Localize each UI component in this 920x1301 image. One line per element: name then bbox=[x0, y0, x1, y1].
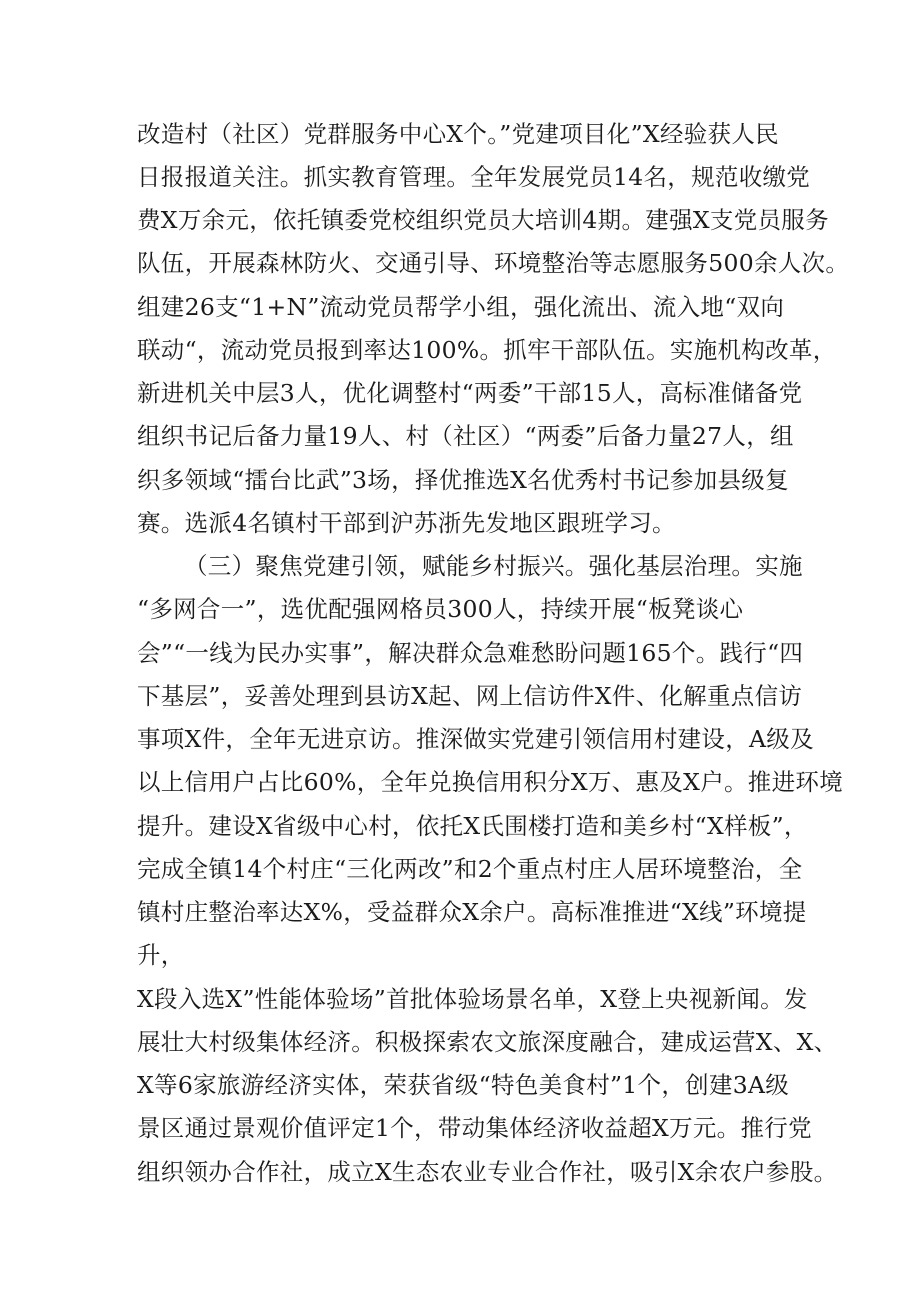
text-line: 升， bbox=[137, 941, 185, 969]
text-line: 组织书记后备力量19人、村（社区）“两委”后备力量27人，组 bbox=[137, 422, 794, 450]
text-line: “多网合一”，选优配强网格员300人，持续开展“板凳谈心 bbox=[137, 595, 744, 623]
text-line: 下基层”，妥善处理到县访X起、网上信访件X件、化解重点信访 bbox=[137, 682, 803, 710]
text-line: 展壮大村级集体经济。积极探索农文旅深度融合，建成运营X、X、 bbox=[137, 1028, 838, 1056]
text-line: 赛。选派4名镇村干部到沪苏浙先发地区跟班学习。 bbox=[137, 509, 676, 537]
text-line: 镇村庄整治率达X%，受益群众X余户。高标准推进“X线”环境提 bbox=[137, 898, 807, 926]
text-line: 事项X件，全年无进京访。推深做实党建引领信用村建设，A级及 bbox=[137, 725, 814, 753]
text-line: 改造村（社区）党群服务中心X个。”党建项目化”X经验获人民 bbox=[137, 120, 779, 148]
text-line: 会”“一线为民办实事”，解决群众急难愁盼问题165个。践行“四 bbox=[137, 639, 804, 667]
text-line: X段入选X”性能体验场”首批体验场景名单，X登上央视新闻。发 bbox=[137, 985, 808, 1013]
text-line: 日报报道关注。抓实教育管理。全年发展党员14名，规范收缴党 bbox=[137, 163, 811, 191]
text-line: 新进机关中层3人，优化调整村“两委”干部15人，高标准储备党 bbox=[137, 379, 803, 407]
section-heading-line: （三）聚焦党建引领，赋能乡村振兴。强化基层治理。实施 bbox=[184, 552, 803, 580]
text-line: 队伍，开展森林防火、交通引导、环境整治等志愿服务500余人次。 bbox=[137, 249, 850, 277]
text-line: 提升。建设X省级中心村，依托X氏围楼打造和美乡村“X样板”， bbox=[137, 812, 808, 840]
text-line: 织多领域“擂台比武”3场，择优推选X名优秀村书记参加县级复 bbox=[137, 466, 789, 494]
text-line: 费X万余元，依托镇委党校组织党员大培训4期。建强X支党员服务 bbox=[137, 206, 829, 234]
text-line: 完成全镇14个村庄“三化两改”和2个重点村庄人居环境整治，全 bbox=[137, 855, 803, 883]
text-line: X等6家旅游经济实体，荣获省级“特色美食村”1个，创建3A级 bbox=[137, 1071, 790, 1099]
text-line: 组织领办合作社，成立X生态农业专业合作社，吸引X余农户参股。 bbox=[137, 1158, 838, 1186]
text-line: 联动“，流动党员报到率达100%。抓牢干部队伍。实施机构改革， bbox=[137, 336, 837, 364]
text-line: 以上信用户占比60%，全年兑换信用积分X万、惠及X户。推进环境 bbox=[137, 768, 843, 796]
text-line: 组建26支“1+N”流动党员帮学小组，强化流出、流入地“双向 bbox=[137, 293, 785, 321]
text-line: 景区通过景观价值评定1个，带动集体经济收益超X万元。推行党 bbox=[137, 1114, 812, 1142]
